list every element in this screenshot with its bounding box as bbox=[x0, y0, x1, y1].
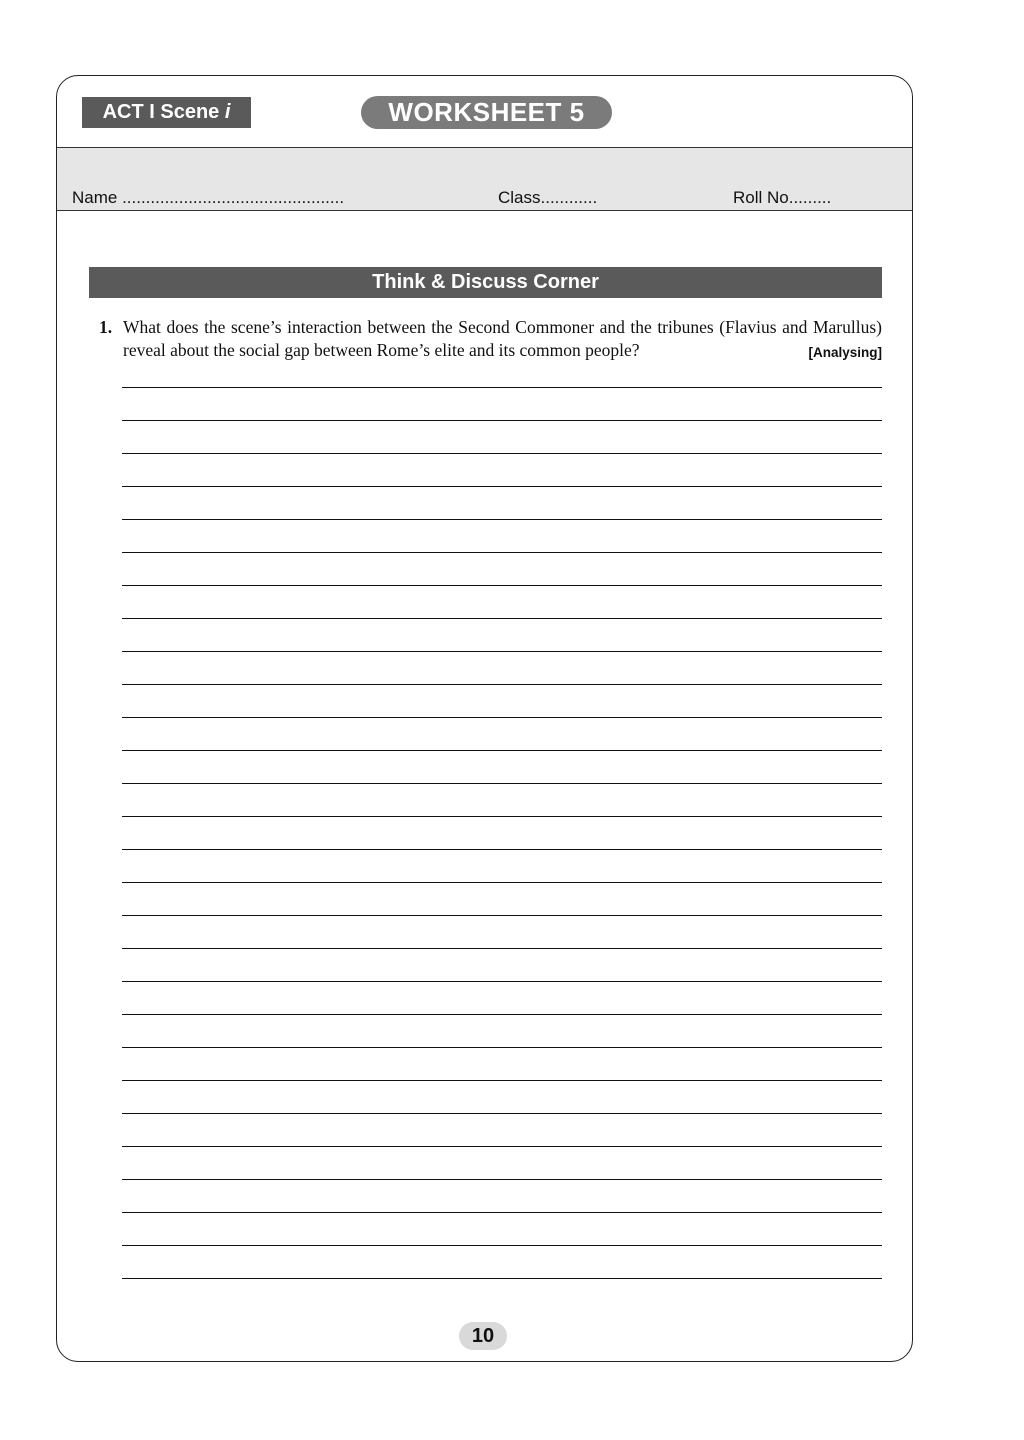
answer-line[interactable] bbox=[122, 453, 882, 454]
question-text: What does the scene’s interaction between the Second Commoner and the tribunes (Flavius and Marullus) reveal about the social gap between Rome’s elite and its common people? bbox=[123, 317, 882, 360]
worksheet-frame bbox=[56, 75, 913, 1362]
answer-line[interactable] bbox=[122, 585, 882, 586]
class-field[interactable]: Class............ bbox=[498, 188, 598, 207]
answer-line[interactable] bbox=[122, 420, 882, 421]
answer-line[interactable] bbox=[122, 1047, 882, 1048]
section-title: Think & Discuss Corner bbox=[89, 267, 882, 298]
answer-line[interactable] bbox=[122, 1146, 882, 1147]
answer-line[interactable] bbox=[122, 717, 882, 718]
answer-line[interactable] bbox=[122, 684, 882, 685]
page-number: 10 bbox=[459, 1322, 507, 1350]
answer-lines-area[interactable] bbox=[122, 76, 882, 1361]
skill-tag: [Analysing] bbox=[808, 345, 882, 360]
answer-line[interactable] bbox=[122, 816, 882, 817]
answer-line[interactable] bbox=[122, 1080, 882, 1081]
answer-line[interactable] bbox=[122, 519, 882, 520]
answer-line[interactable] bbox=[122, 750, 882, 751]
answer-line[interactable] bbox=[122, 882, 882, 883]
question-number: 1. bbox=[99, 317, 113, 337]
answer-line[interactable] bbox=[122, 1179, 882, 1180]
answer-line[interactable] bbox=[122, 1113, 882, 1114]
answer-line[interactable] bbox=[122, 486, 882, 487]
name-field[interactable]: Name ............................................... bbox=[72, 188, 345, 207]
answer-line[interactable] bbox=[122, 981, 882, 982]
act-scene-text: ACT I Scene bbox=[102, 101, 220, 123]
act-scene-numeral: i bbox=[224, 101, 231, 123]
answer-line[interactable] bbox=[122, 915, 882, 916]
answer-line[interactable] bbox=[122, 1245, 882, 1246]
roll-number-field[interactable]: Roll No......... bbox=[733, 188, 832, 207]
answer-line[interactable] bbox=[122, 387, 882, 388]
answer-line[interactable] bbox=[122, 552, 882, 553]
answer-line[interactable] bbox=[122, 783, 882, 784]
answer-line[interactable] bbox=[122, 1014, 882, 1015]
worksheet-title: WORKSHEET 5 bbox=[361, 96, 612, 129]
answer-line[interactable] bbox=[122, 849, 882, 850]
answer-line[interactable] bbox=[122, 651, 882, 652]
answer-line[interactable] bbox=[122, 948, 882, 949]
answer-line[interactable] bbox=[122, 1212, 882, 1213]
answer-line[interactable] bbox=[122, 618, 882, 619]
answer-line[interactable] bbox=[122, 1278, 882, 1279]
